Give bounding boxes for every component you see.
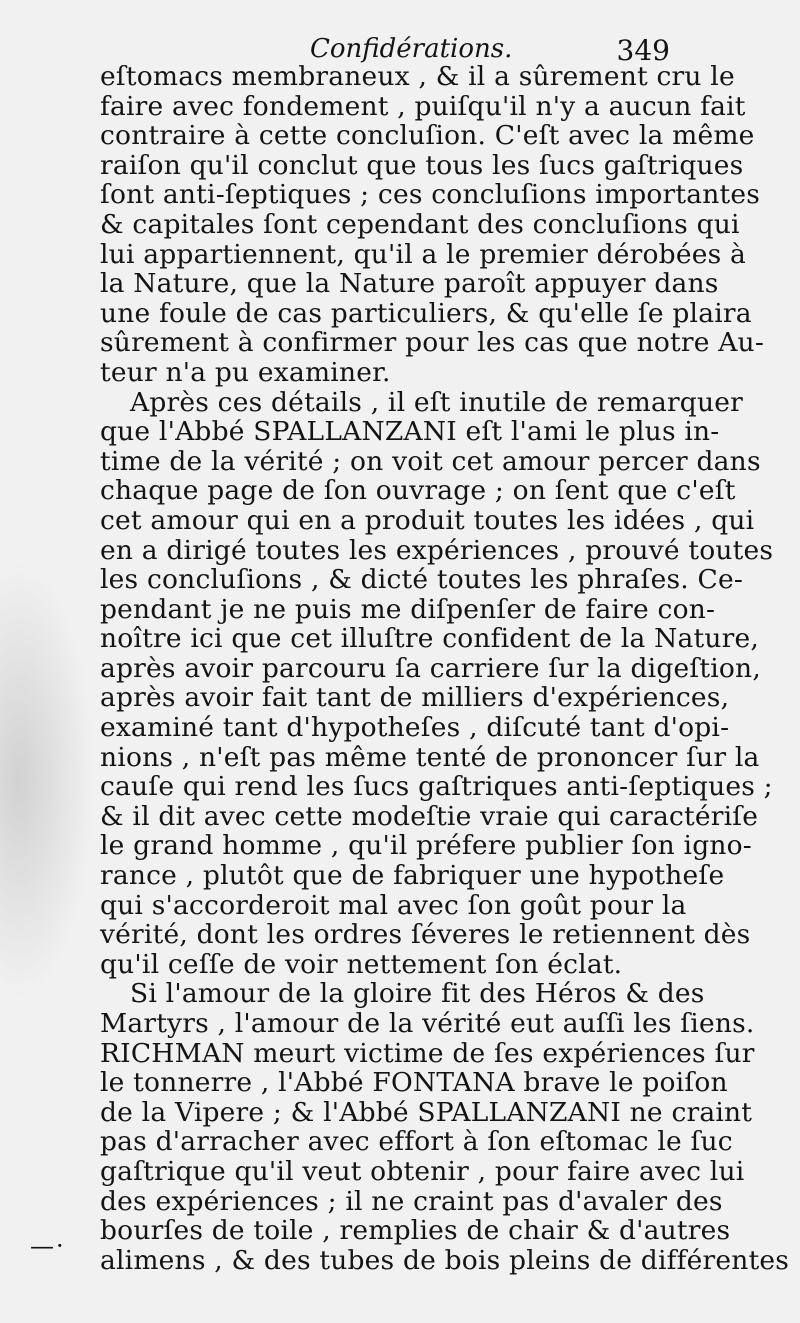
text-line: time de la vérité ; on voit cet amour percer dans — [100, 445, 761, 477]
running-title: Confidérations. — [310, 34, 513, 64]
text-line: une foule de cas particuliers, & qu'elle ſe plaira — [100, 297, 752, 329]
text-line: vérité, dont les ordres ſéveres le retiennent dès — [100, 919, 751, 951]
page-number: 349 — [616, 34, 670, 67]
text-line: des expériences ; il ne craint pas d'avaler des — [100, 1185, 723, 1217]
text-line: après avoir fait tant de milliers d'expériences, — [100, 682, 730, 714]
text-line: faire avec fondement , puiſqu'il n'y a aucun fait — [100, 90, 746, 122]
text-line: contraire à cette concluſion. C'eſt avec la même — [100, 120, 755, 152]
text-line: pendant je ne puis me diſpenſer de faire con- — [100, 593, 716, 625]
text-line: teur n'a pu examiner. — [100, 356, 391, 388]
paragraph — [100, 978, 790, 1276]
text-line: le tonnerre , l'Abbé FONTANA brave le poiſon — [100, 1067, 728, 1099]
paragraph — [100, 386, 774, 980]
text-line: Martyrs , l'amour de la vérité eut auſſi les ſiens. — [100, 1008, 755, 1039]
text-line: & capitales ſont cependant des concluſions qui — [100, 208, 740, 240]
text-line: Si l'amour de la gloire fit des Héros & des — [130, 978, 705, 1010]
text-line: qu'il ceſſe de voir nettement ſon éclat. — [100, 948, 623, 980]
text-line: bourſes de toile , remplies de chair & d'autres — [100, 1215, 731, 1247]
text-line: nions , n'eſt pas même tenté de prononcer ſur la — [100, 741, 760, 773]
text-line: cet amour qui en a produit toutes les idées , qui — [100, 504, 755, 536]
text-line: sûrement à confirmer pour les cas que notre Au- — [100, 327, 764, 359]
text-line: raiſon qu'il conclut que tous les ſucs gaſtriques — [100, 149, 744, 181]
text-line: de la Vipere ; & l'Abbé SPALLANZANI ne craint — [100, 1096, 753, 1128]
text-line: les concluſions , & dicté toutes les phraſes. Ce- — [100, 564, 744, 596]
text-line: chaque page de ſon ouvrage ; on ſent que c'eſt — [100, 475, 736, 507]
paper-stain — [0, 560, 95, 1000]
text-line: après avoir parcouru ſa carriere ſur la digeſtion, — [100, 652, 761, 684]
text-line: la Nature, que la Nature paroît appuyer dans — [100, 268, 719, 300]
paragraph — [100, 61, 764, 388]
text-line: qui s'accorderoit mal avec ſon goût pour la — [100, 889, 687, 921]
margin-mark: —· — [30, 1232, 66, 1260]
text-line: gaſtrique qu'il veut obtenir , pour faire avec lui — [100, 1155, 745, 1187]
text-line: noître ici que cet illuſtre confident de la Nature, — [100, 623, 759, 655]
text-line: cauſe qui rend les ſucs gaſtriques anti-ſeptiques ; — [100, 771, 773, 803]
text-line: rance , plutôt que de fabriquer une hypotheſe — [100, 860, 725, 892]
text-line: & il dit avec cette modeſtie vraie qui caractériſe — [100, 800, 759, 832]
text-line: Après ces détails , il eſt inutile de remarquer — [130, 386, 743, 418]
text-line: que l'Abbé SPALLANZANI eſt l'ami le plus in- — [100, 416, 720, 448]
text-line: lui appartiennent, qu'il a le premier dérobées à — [100, 238, 747, 270]
text-line: RICHMAN meurt victime de ſes expériences ſur — [100, 1037, 755, 1069]
text-line: ſont anti-ſeptiques ; ces concluſions importantes — [100, 179, 761, 211]
text-line: alimens , & des tubes de bois pleins de différentes — [100, 1244, 790, 1276]
text-line: eſtomacs membraneux , & il a sûrement cru le — [100, 61, 735, 92]
text-line: examiné tant d'hypotheſes , diſcuté tant d'opi- — [100, 712, 730, 744]
text-line: en a dirigé toutes les expériences , prouvé toutes — [100, 534, 774, 566]
text-line: pas d'arracher avec effort à ſon eſtomac le ſuc — [100, 1126, 733, 1158]
text-line: le grand homme , qu'il préfere publier ſon igno- — [100, 830, 752, 862]
page-body — [100, 61, 790, 1276]
